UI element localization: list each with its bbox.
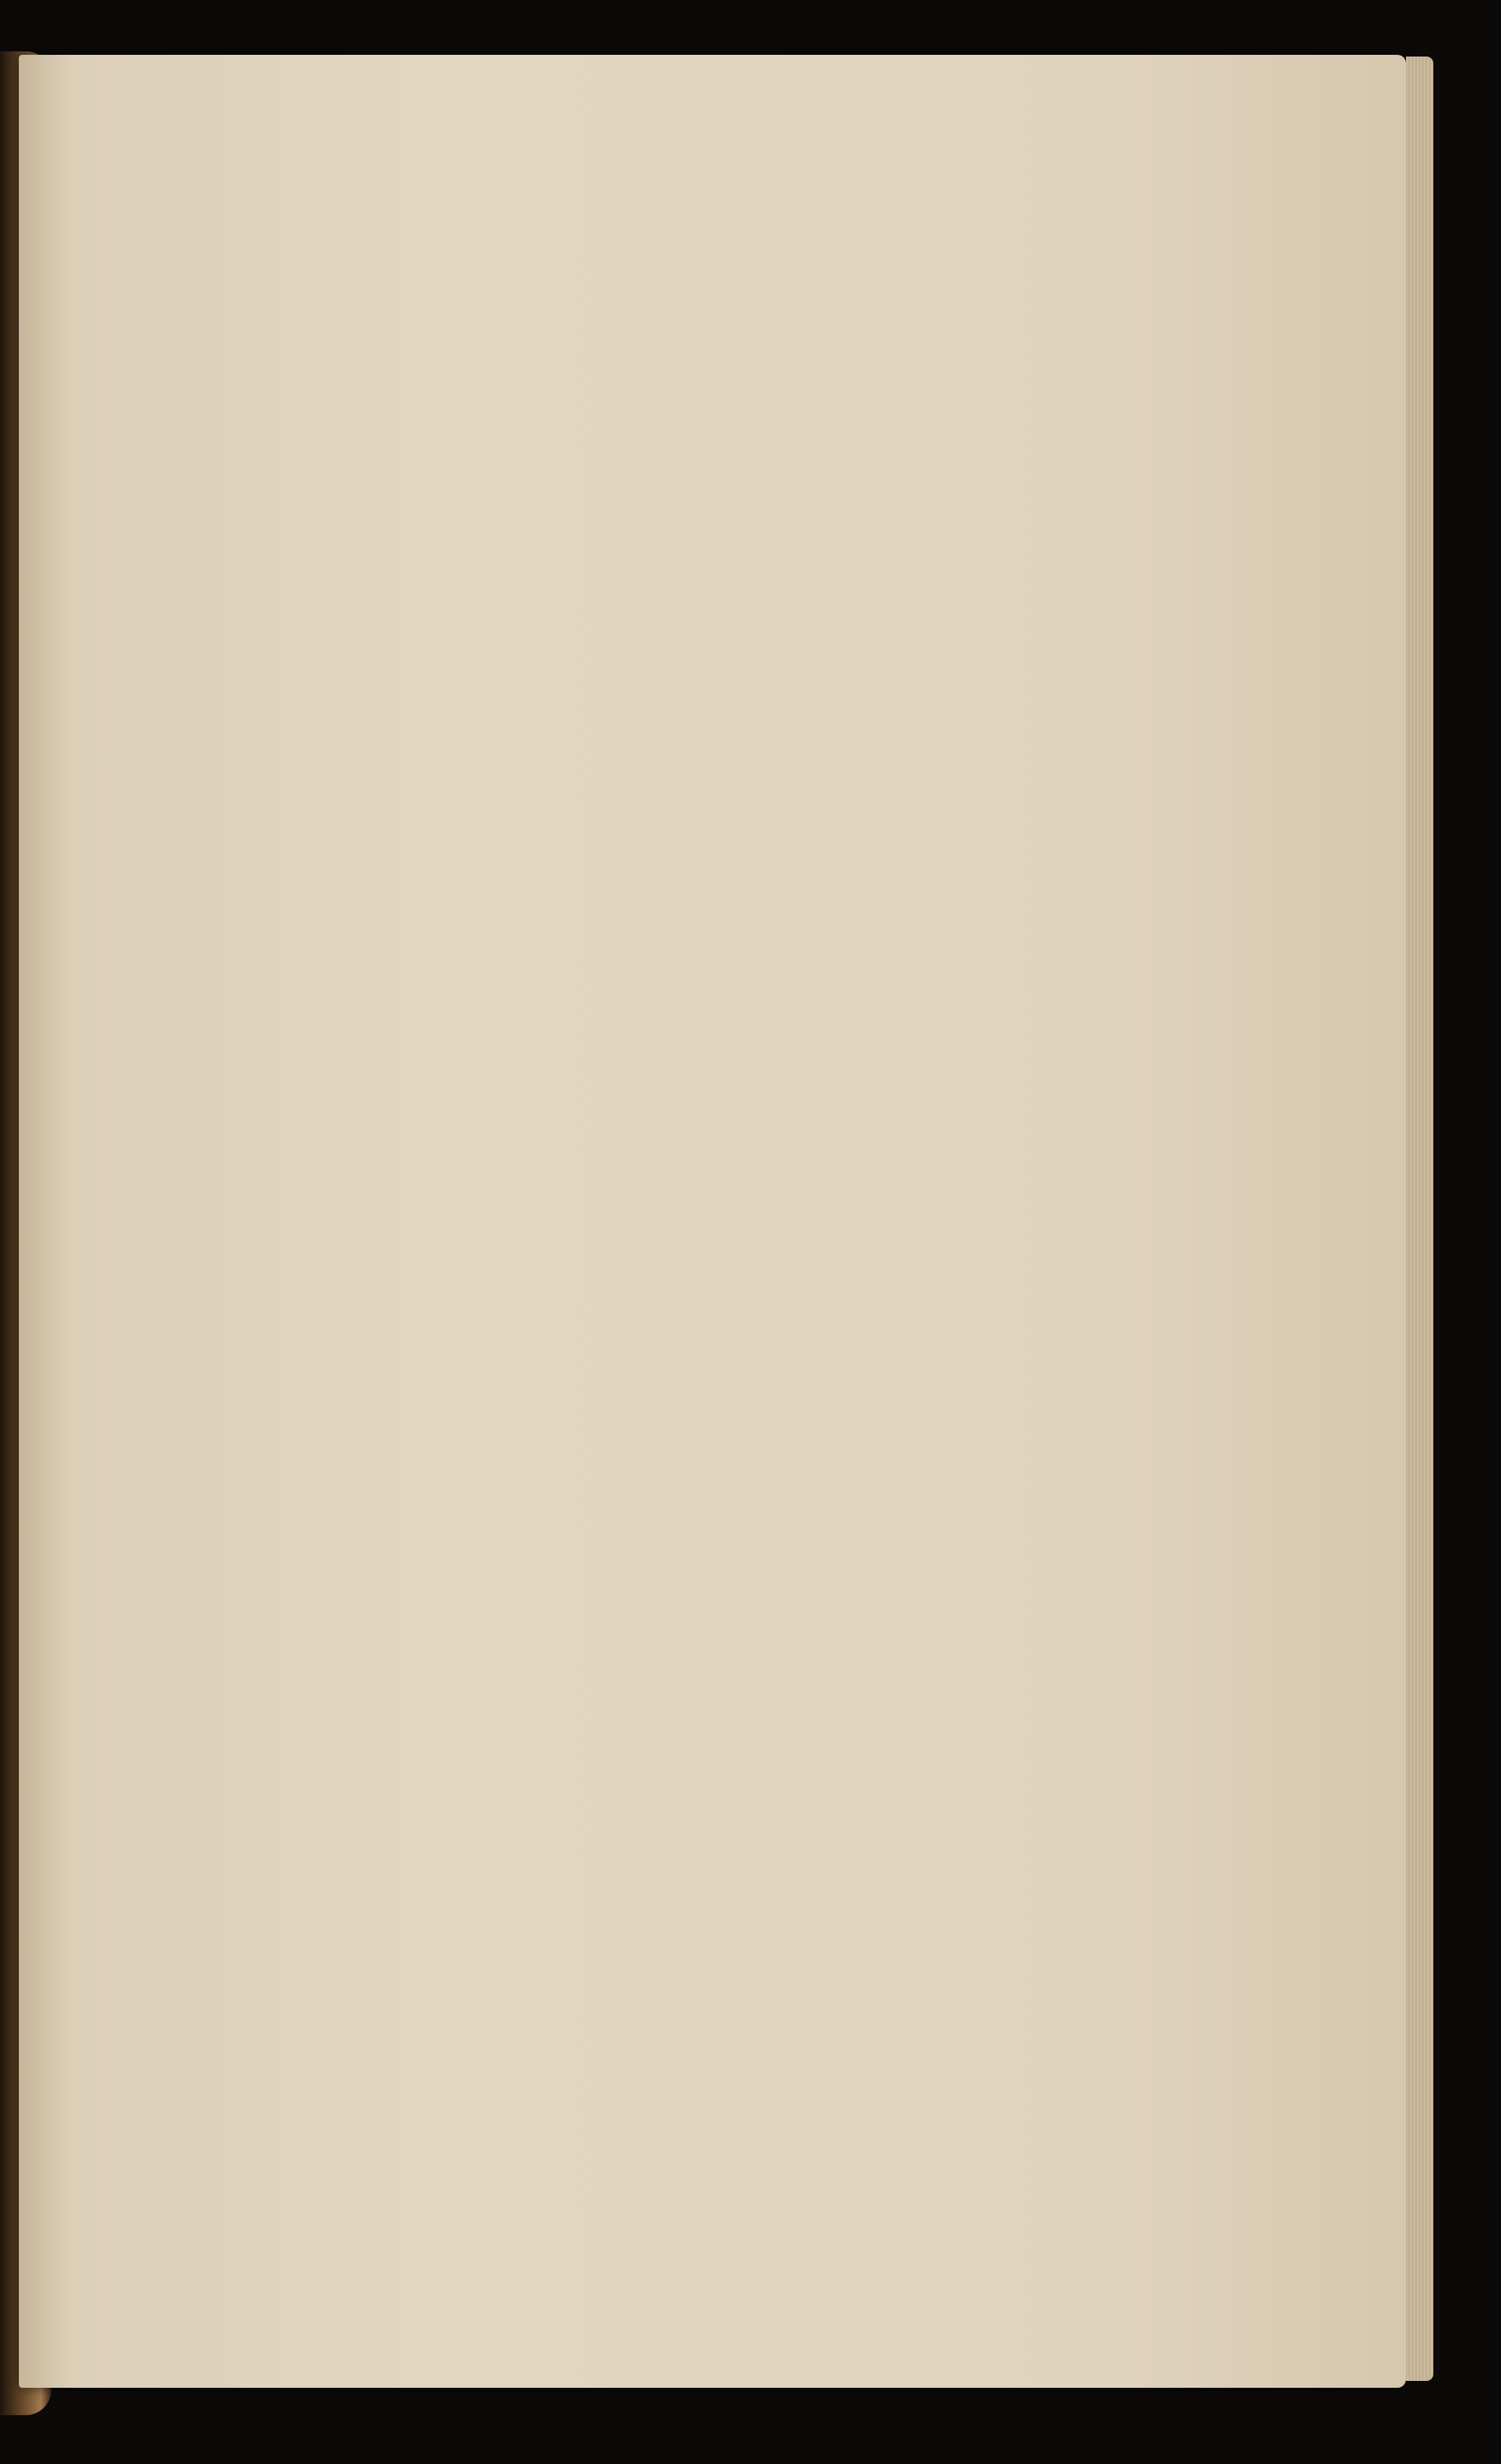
running-header (98, 291, 1139, 343)
page-content (98, 291, 1139, 343)
page-edges (1406, 57, 1433, 2381)
book-page (19, 55, 1406, 2388)
